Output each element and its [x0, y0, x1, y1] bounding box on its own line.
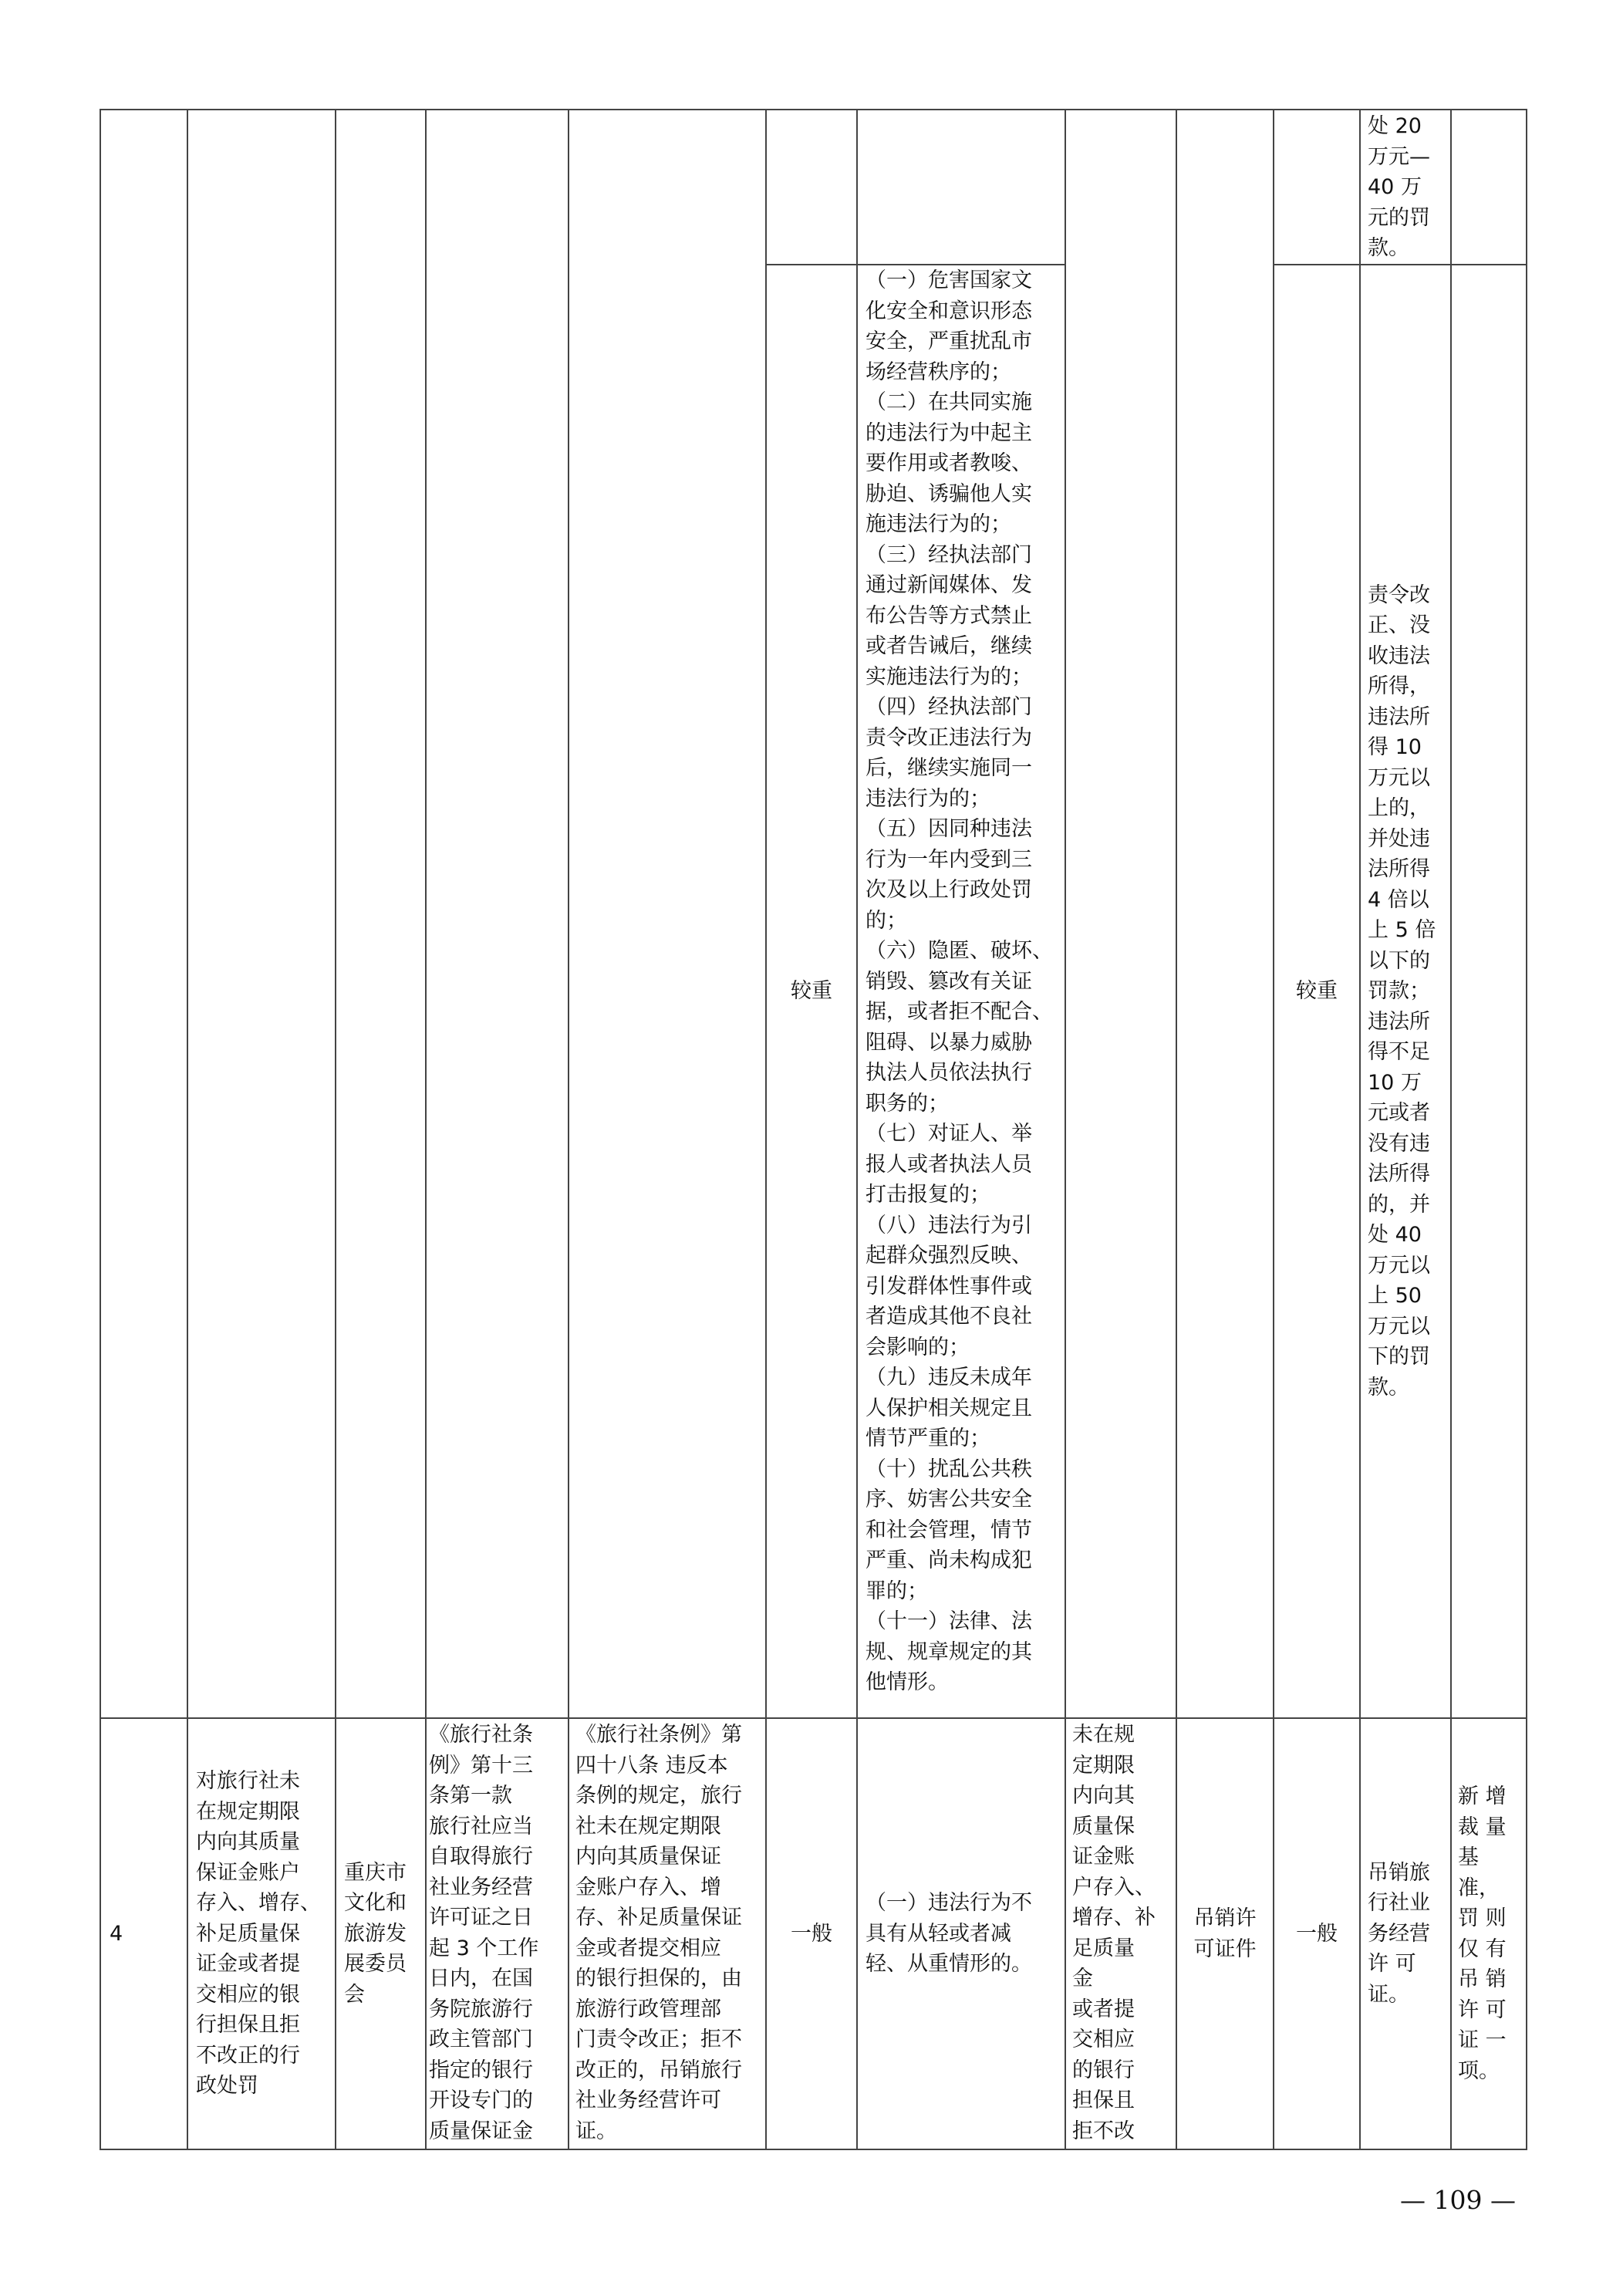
page-number: — 109 — — [1400, 2185, 1516, 2215]
level-text: 一般 — [1296, 1921, 1338, 1946]
cell-circumstances-heavy: （一）危害国家文 化安全和意识形态 安全，严重扰乱市 场经营秩序的； （二）在共同实施 的违法行为中起主 要作用或者教唆、 胁迫、诱骗他人实 施违法行为的； （三）经执法部门 通过新闻媒体、发 布公告等方式禁止 或者告诫后，继续 实施违法行为的； （四）经执法部门 责令改正违法行为 后，继续实施同一 违法行为的； （五）因同种违法 行为一年内受到三 次及以上行政处罚 的； （六）隐匿、破坏、 销毁、篡改有关证 据，或者拒不配合、 阻碍、以暴力威胁 执法人员依法执行 职务的； （七）对证人、举 报人或者执法人员 打击报复的； （八）违法行为引 起群众强烈反映、 引发群体性事件或 者造成其他不良社 会影响的； （九）违反未成年 人保护相关规定且 情节严重的； （十）扰乱公共秩 序、妨害公共安全 和社会管理，情节 严重、尚未构成犯 罪的； （十一）法律、法 规、规章规定的其 他情形。 — [865, 268, 1053, 1694]
cell-punishment-type — [1177, 1719, 1273, 2149]
cell-punishment-heavy — [1368, 265, 1449, 1717]
remark-text: 新 增 裁 量 基 准， 罚 则 仅 有 吊 销 许 可 证 一 项。 — [1458, 1784, 1507, 2083]
col-border-10 — [1359, 109, 1361, 2150]
cell-punishment-normal — [1368, 1719, 1449, 2149]
cell-department — [344, 1719, 424, 2149]
col-border-4 — [568, 109, 569, 2150]
table-top-border — [100, 109, 1527, 110]
col-border-11 — [1450, 109, 1452, 2150]
circumstances-text: （一）违法行为不 具有从轻或者减 轻、从重情形的。 — [865, 1891, 1032, 1977]
col-border-2 — [335, 109, 336, 2150]
cell-item-name — [196, 1719, 333, 2149]
cell-level-heavy — [1274, 265, 1359, 1717]
col-border-7 — [1065, 109, 1066, 2150]
cell-basis-punishment: 《旅行社条例》第 四十八条 违反本 条例的规定，旅行 社未在规定期限 内向其质量保证 金账户存入、增 存、补足质量保证 金或者提交相应 的银行担保的，由 旅游行政管理部 门责令改正；拒不 改正的，吊销旅行 社业务经营许可 证。 — [575, 1723, 742, 2143]
table-bottom-border — [100, 2149, 1527, 2150]
department-text: 重庆市 文化和 旅游发 展委员 会 — [344, 1860, 407, 2007]
cell-row-number — [110, 1719, 185, 2149]
col-border-12 — [1526, 109, 1527, 2150]
cell-level-normal — [1274, 1719, 1359, 2149]
col-border-1 — [187, 109, 188, 2150]
punishment-text: 吊销旅 行社业 务经营 许 可 证。 — [1368, 1860, 1430, 2007]
cell-circumstances-normal — [865, 1719, 1063, 2149]
circumstance-level-text: 较重 — [791, 979, 832, 1004]
col-border-0 — [100, 109, 101, 2150]
cell-basis-violation: 《旅行社条 例》第十三 条第一款 旅行社应当 自取得旅行 社业务经营 许可证之日 起 3 个工作 日内，在国 务院旅游行 政主管部门 指定的银行 开设专门的 质量保证金 — [429, 1723, 539, 2143]
row-number-text: 4 — [110, 1921, 123, 1946]
col-border-6 — [856, 109, 858, 2150]
punishment-type-text: 吊销许 可证件 — [1193, 1906, 1257, 1961]
cell-punishment-continued: 处 20 万元— 40 万 元的罚 款。 — [1368, 114, 1430, 260]
cell-remark — [1458, 1719, 1524, 2149]
col-border-3 — [425, 109, 427, 2150]
circumstance-level-text: 一般 — [791, 1921, 832, 1946]
cell-violation-desc: 未在规 定期限 内向其 质量保 证金账 户存入、 增存、补 足质量 金 或者提 交相应 的银行 担保且 拒不改 — [1072, 1723, 1156, 2143]
level-text: 较重 — [1296, 979, 1338, 1004]
cell-circumstance-level-normal — [767, 1719, 856, 2149]
item-name-text: 对旅行社未 在规定期限 内向其质量 保证金账户 存入、增存、 补足质量保 证金或者提 交相应的银 行担保且拒 不改正的行 政处罚 — [196, 1769, 321, 2098]
cell-circumstance-level-heavy — [767, 265, 856, 1717]
punishment-text: 责令改 正、没 收违法 所得， 违法所 得 10 万元以 上的， 并处违 法所得 4 倍以 上 5 倍 以下的 罚款； 违法所 得不足 10 万 元或者 没有违 法所得 的，并 处 40 万元以 上 50 万元以 下的罚 款。 — [1368, 582, 1436, 1400]
